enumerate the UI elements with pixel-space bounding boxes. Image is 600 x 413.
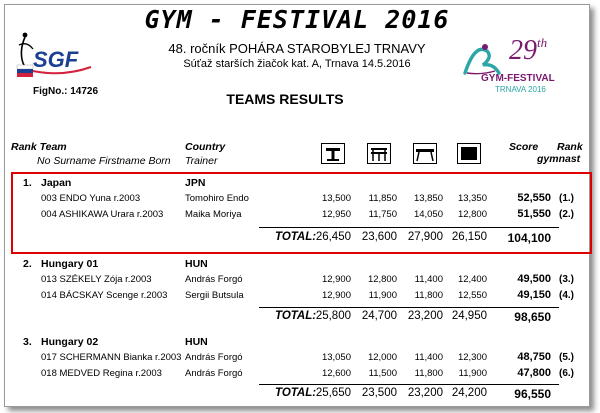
- member-trainer: Sergii Butsula: [185, 290, 244, 301]
- svg-text:SGF: SGF: [33, 47, 79, 72]
- member-trainer: András Forgó: [185, 368, 243, 379]
- score-beam: 11,800: [414, 368, 443, 379]
- svg-text:29: 29: [509, 35, 537, 66]
- score-vault: 12,600: [321, 368, 351, 379]
- member-info: 013 SZÉKELY Zója r.2003: [41, 274, 152, 285]
- score-beam: 11,400: [414, 352, 443, 363]
- team-score: 98,650: [514, 310, 551, 324]
- svg-text:GYM-FESTIVAL: GYM-FESTIVAL: [481, 73, 555, 84]
- total-vault: 25,650: [315, 387, 351, 399]
- team-score: 104,100: [507, 231, 551, 245]
- member-total: 49,500: [517, 273, 551, 285]
- col-member-info: No Surname Firstname Born: [37, 155, 171, 167]
- member-total: 52,550: [517, 192, 551, 204]
- score-beam: 11,400: [414, 274, 443, 285]
- section-heading: TEAMS RESULTS: [226, 91, 344, 107]
- col-score: Score: [509, 141, 539, 153]
- member-rank: (1.): [559, 193, 574, 204]
- team-name: Hungary 01: [41, 258, 99, 270]
- total-floor: 24,950: [451, 310, 487, 322]
- total-beam: 27,900: [407, 231, 443, 243]
- score-floor: 12,400: [457, 274, 487, 285]
- score-vault: 13,050: [321, 352, 351, 363]
- svg-text:th: th: [537, 35, 548, 50]
- total-vault: 26,450: [315, 231, 351, 243]
- member-info: 014 BÁCSKAY Scenge r.2003: [41, 290, 168, 301]
- score-vault: 12,950: [321, 209, 351, 220]
- score-bars: 12,000: [367, 352, 397, 363]
- score-floor: 12,300: [457, 352, 487, 363]
- col-country: Country: [185, 141, 226, 153]
- member-trainer: András Forgó: [185, 274, 243, 285]
- member-trainer: András Forgó: [185, 352, 243, 363]
- col-gymnast: gymnast: [537, 153, 581, 165]
- beam-icon: [413, 143, 437, 164]
- member-total: 49,150: [517, 289, 551, 301]
- member-total: 48,750: [517, 351, 551, 363]
- sgf-logo: [11, 31, 97, 85]
- col-trainer: Trainer: [185, 155, 218, 167]
- score-floor: 11,900: [458, 368, 487, 379]
- member-rank: (2.): [559, 209, 574, 220]
- svg-text:TRNAVA 2016: TRNAVA 2016: [495, 85, 546, 94]
- team-name: Japan: [41, 177, 72, 189]
- team-score: 96,550: [514, 387, 551, 401]
- total-bars: 23,600: [361, 231, 397, 243]
- score-bars: 11,750: [368, 209, 397, 220]
- results-sheet: [4, 4, 590, 407]
- floor-icon: [457, 143, 481, 164]
- team-rank: 2.: [23, 258, 32, 270]
- score-bars: 11,500: [368, 368, 397, 379]
- competition-name: 48. ročník POHÁRA STAROBYLEJ TRNAVY: [168, 41, 426, 56]
- score-vault: 12,900: [321, 274, 351, 285]
- total-label: TOTAL:: [275, 231, 317, 243]
- score-floor: 13,350: [457, 193, 487, 204]
- total-floor: 24,200: [451, 387, 487, 399]
- member-rank: (3.): [559, 274, 574, 285]
- team-name: Hungary 02: [41, 336, 99, 348]
- bars-icon: [367, 143, 391, 164]
- total-beam: 23,200: [407, 387, 443, 399]
- total-rule: [259, 227, 559, 228]
- vault-icon: [321, 143, 345, 164]
- member-info: 017 SCHERMANN Bianka r.2003: [41, 352, 182, 363]
- figure-number: FigNo.: 14726: [33, 86, 99, 97]
- member-rank: (5.): [559, 352, 574, 363]
- page-title: GYM - FESTIVAL 2016: [144, 5, 450, 34]
- score-bars: 11,900: [368, 290, 397, 301]
- team-country: JPN: [185, 177, 206, 189]
- member-info: 018 MEDVED Regina r.2003: [41, 368, 162, 379]
- team-country: HUN: [185, 258, 208, 270]
- score-bars: 12,800: [367, 274, 397, 285]
- total-label: TOTAL:: [275, 387, 317, 399]
- member-info: 003 ENDO Yuna r.2003: [41, 193, 141, 204]
- gym-festival-logo: [457, 29, 569, 99]
- member-info: 004 ASHIKAWA Urara r.2003: [41, 209, 164, 220]
- member-rank: (4.): [559, 290, 574, 301]
- col-rank: Rank: [557, 141, 583, 153]
- member-total: 51,550: [517, 208, 551, 220]
- team-rank: 1.: [23, 177, 32, 189]
- col-rank-team: Rank Team: [11, 141, 67, 153]
- total-vault: 25,800: [315, 310, 351, 322]
- member-trainer: Maika Moriya: [185, 209, 242, 220]
- competition-details: Súťaž starších žiačok kat. A, Trnava 14.5.2016: [183, 58, 411, 70]
- total-bars: 24,700: [361, 310, 397, 322]
- score-vault: 13,500: [321, 193, 351, 204]
- score-beam: 14,050: [413, 209, 443, 220]
- member-rank: (6.): [559, 368, 574, 379]
- total-floor: 26,150: [451, 231, 487, 243]
- total-rule: [259, 384, 559, 385]
- score-vault: 12,900: [321, 290, 351, 301]
- score-floor: 12,550: [457, 290, 487, 301]
- total-label: TOTAL:: [275, 310, 317, 322]
- team-country: HUN: [185, 336, 208, 348]
- total-rule: [259, 307, 559, 308]
- team-rank: 3.: [23, 336, 32, 348]
- score-floor: 12,800: [457, 209, 487, 220]
- total-beam: 23,200: [407, 310, 443, 322]
- score-beam: 13,850: [413, 193, 443, 204]
- member-total: 47,800: [517, 367, 551, 379]
- score-bars: 11,850: [368, 193, 397, 204]
- total-bars: 23,500: [361, 387, 397, 399]
- score-beam: 11,800: [414, 290, 443, 301]
- member-trainer: Tomohiro Endo: [185, 193, 249, 204]
